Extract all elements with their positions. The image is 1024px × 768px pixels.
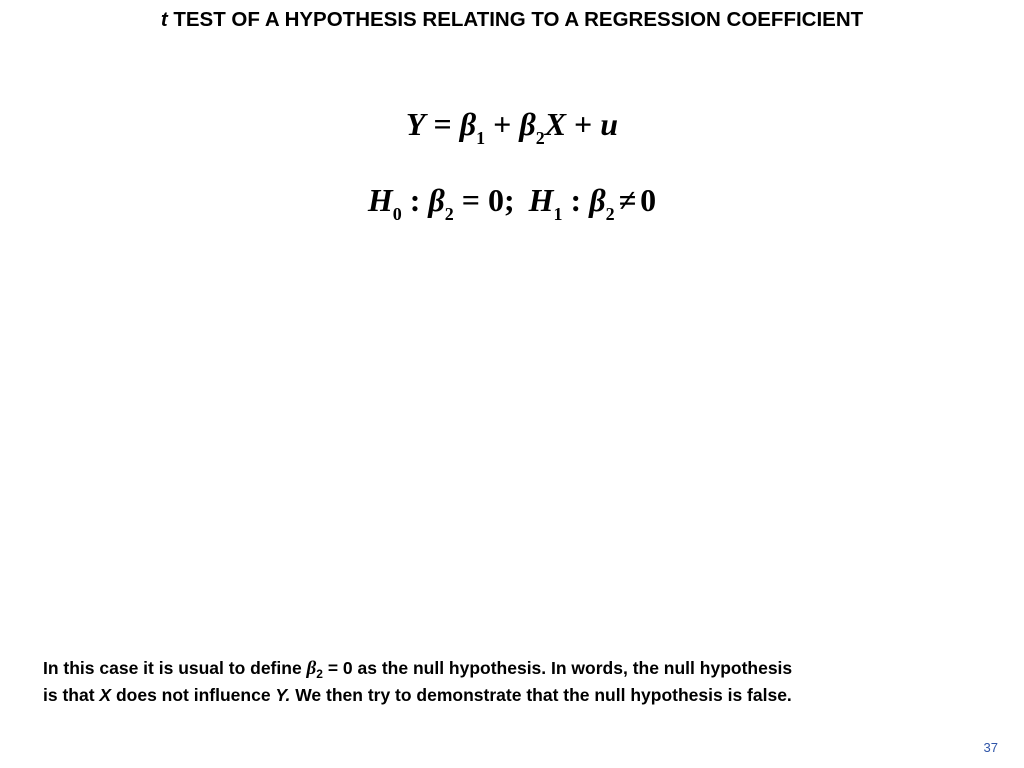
footnote-line2-c: We then try to demonstrate that the null hypothesis is false.	[290, 685, 792, 705]
eq-plus2: +	[574, 106, 593, 142]
eq-y: Y	[405, 106, 426, 142]
h0-beta: β	[428, 182, 445, 218]
title-italic-t: t	[160, 8, 168, 31]
h1-sub: 1	[553, 204, 563, 224]
h1-zero: 0	[640, 182, 657, 218]
footnote-beta: β	[306, 658, 317, 679]
hypotheses-equation	[0, 182, 1024, 224]
page-number: 37	[983, 740, 998, 755]
eq-plus1: +	[493, 106, 512, 142]
eq-x: X	[544, 106, 567, 142]
h1-not-equal: ≠	[618, 182, 637, 218]
h0-colon: :	[409, 182, 421, 218]
eq-equals: =	[433, 106, 452, 142]
h0-zero: 0;	[488, 182, 515, 218]
eq-beta1: β	[459, 106, 477, 142]
footnote-y: Y.	[275, 685, 291, 705]
footnote-line1-b: = 0 as the null hypothesis. In words, the null hypothesis	[322, 658, 793, 678]
explanation-text	[43, 656, 993, 708]
footnote-x: X	[99, 685, 112, 705]
h1-beta: β	[589, 182, 606, 218]
h1-beta-sub: 2	[605, 204, 615, 224]
h1-h: H	[528, 182, 554, 218]
title-text: TEST OF A HYPOTHESIS RELATING TO A REGRESSION COEFFICIENT	[173, 8, 864, 31]
h0-beta-sub: 2	[444, 204, 454, 224]
eq-beta1-sub: 1	[476, 128, 486, 148]
eq-beta2-sub: 2	[535, 128, 545, 148]
eq-u: u	[600, 106, 619, 142]
regression-model-equation	[0, 106, 1024, 148]
footnote-line2-b: does not influence	[111, 685, 276, 705]
slide-title	[0, 8, 1024, 32]
h0-sub: 0	[392, 204, 402, 224]
footnote-beta-sub: 2	[316, 667, 323, 681]
h1-colon: :	[570, 182, 582, 218]
footnote-line1-a: In this case it is usual to define	[43, 658, 307, 678]
h0-equals: =	[461, 182, 480, 218]
footnote-line2-a: is that	[43, 685, 100, 705]
h0-h: H	[367, 182, 393, 218]
eq-beta2: β	[519, 106, 536, 142]
